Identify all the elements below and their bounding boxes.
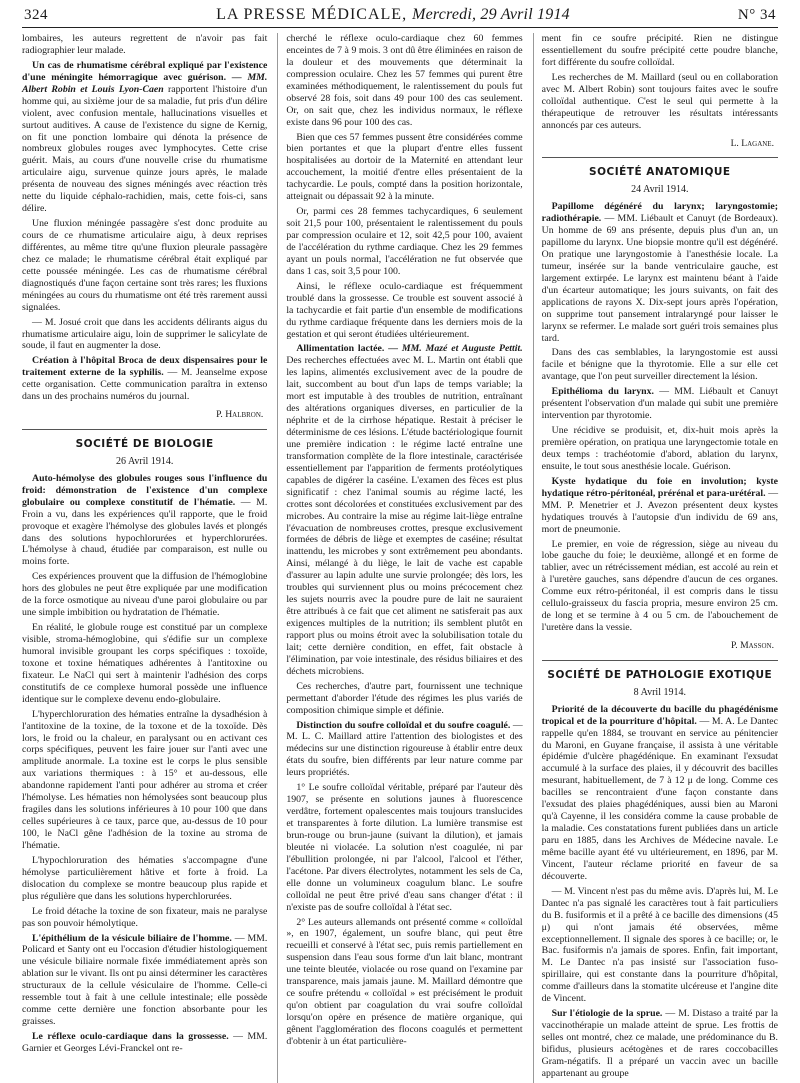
signature: L. Lagane. bbox=[730, 137, 774, 149]
article-text: — MM. Policard et Santy ont eu l'occasion d'étudier histologiquement une vésicule biliaire normale fixée immédiatement après son ablation sur le vivant. Ils ont pu ainsi déterminer les caractères structuraux de la cellule vésiculaire de l'homme. Celle-ci ressemble tout à fait à une cellule intestinale; elle possède comme cette dernière une fonction absorbante pour les graisses. bbox=[22, 932, 268, 1028]
issue-date: Mercredi, 29 Avril 1914 bbox=[412, 6, 570, 23]
paragraph: Le froid détache la toxine de son fixateur, mais ne paralyse pas son pouvoir hémolytique. bbox=[22, 905, 268, 929]
article-text: — MM. Liébault et Canuyt (de Bordeaux). Un homme de 69 ans présente, depuis plus d'un an, un papillome du larynx. Une biopsie montre qu'il est dégénéré. On pratique une laryngostomie à l'anesthésie locale. La tumeur, insérée sur la bande ventriculaire gauche, est largement extirpée. Le larynx est maintenu béant à l'aide d'un écarteur automatique; les jours suivants, on fait des applications de rayons X. Dix-sept jours après l'opération, on supprime tout pansement intralaryngé pour laisser le larynx se refermer. Le malade sort guéri trois semaines plus tard. bbox=[541, 213, 778, 344]
paragraph: Ces expériences prouvent que la diffusion de l'hémoglobine hors des globules ne peut être expliquée par une modification de la force osmotique au niveau d'une paroi globulaire ou par une simple imbibition ou hydratation de l'hématie. bbox=[22, 571, 268, 619]
paragraph: — M. Josué croit que dans les accidents délirants aigus du rhumatisme articulaire aigu, loin de supprimer le salicylate de soude, il faut en augmenter la dose. bbox=[22, 316, 268, 352]
article-text: — M. Froin a vu, dans les expériences qu'il rapporte, que le froid provoque et exagère l'hémolyse des globules lavés et plongés dans des solutions hypochlorurées et hyperchlorurées. L'hémolyse à chaud, étudiée par comparaison, est nulle ou moins forte. bbox=[22, 496, 268, 568]
section-divider bbox=[542, 660, 778, 661]
article-title: Le réflexe oculo-cardiaque dans la grossesse. bbox=[32, 1031, 229, 1043]
article-title: Auto-hémolyse des globules rouges sous l'influence du froid: démonstration de l'existence d'un complexe globulaire ou complexe constitutif de l'hématie. bbox=[22, 472, 268, 508]
journal-title bbox=[216, 6, 570, 24]
article-title: L'épithélium de la vésicule biliaire de l'homme. bbox=[32, 932, 232, 944]
article-text: — MM. P. Menetrier et J. Avezon présentent deux kystes hydatiques trouvés à l'autopsie d'un individu de 69 ans, mort de pneumonie. bbox=[541, 487, 778, 535]
article-hemolyse bbox=[22, 473, 267, 569]
signature: P. Halbron. bbox=[216, 409, 264, 421]
article-soufre bbox=[286, 720, 522, 780]
page-number: 324 bbox=[24, 7, 48, 23]
article-title: Epithélioma du larynx. bbox=[551, 386, 654, 398]
article-authors: — MM. Mazé et Auguste Pettit. bbox=[388, 343, 523, 355]
column-1 bbox=[22, 33, 267, 1083]
issue-number: N° 34 bbox=[737, 7, 776, 23]
paragraph: 1° Le soufre colloïdal véritable, préparé par l'auteur dès 1907, se présente en solutions jaunes à fluorescence verdâtre, fortement opalescentes mais toujours translucides et transparentes à forte dilution. La lumière transmise est brun-rouge ou brun-jaune (suivant la dilution), et jamais bleutée ni violacée. La solution n'est coagulée, ni par l'ébullition prolongée, ni par l'alcool, l'alcool et l'éther, l'acétone. Par divers électrolytes, notamment les sels de Ca, elle donne un volumineux coagulum blanc. Le soufre colloïdal ne peut être privé d'eau sans changer d'état : il n'existe pas de soufre colloïdal à l'état sec. bbox=[286, 782, 523, 913]
article-title: Distinction du soufre colloïdal et du soufre coagulé. bbox=[296, 719, 511, 731]
text-columns bbox=[22, 33, 778, 1079]
article-sprue bbox=[542, 1008, 778, 1080]
article-text: — M. L. C. Maillard attire l'attention des biologistes et des médecins sur une distinction rigoureuse à établir entre deux états du soufre, bien différents par leur nature comme par leurs propriétés. bbox=[286, 719, 523, 779]
article-text: Des recherches effectuées avec M. L. Martin ont établi que les lapins, alimentés exclusivement avec de la poudre de lait, succombent au bout d'un laps de temps variable; la mort est imputable à des troubles de nutrition, entraînant des altérations organiques diverses, en particulier de la néphrite et de la cirrhose hépatique. Restait à préciser le déterminisme de ces lésions. L'étude bactériologique fournit une première indication : le régime lacté entraîne une transformation complète de la flore intestinale, caractérisée essentiellement par l'apparition de ferments protéolytiques capables de digérer la caséine. L'examen des fèces est plus significatif : chez l'animal soumis au régime lacté, les crottes sont décolorées et constituées exclusivement par des microbes. Au contraire la mise au régime lait-liège entraîne l'évacuation de nombreuses crottes, presque exclusivement formées de débris de liège et exemptes de caséine; résultat inattendu, les microbes y sont extrêmement peu abondants. Ainsi, mélangé à du liège, le lait de vache est capable d'assurer au lapin adulte une survie prolongée; dès lors, les troubles qui surviennent plus ou moins précocement chez les sujets nourris avec la poudre pure de lait ne sauraient être attribués à ce fait que cet aliment ne satisferait pas aux exigences multiples de la nutrition; ils semblent plutôt en rapport plus ou moins étroit avec la solubilisation totale du lait; cette dernière condition, en effet, fait obstacle à l'élimination, par voie intestinale, des résidus biliaires et des déchets microbiens. bbox=[286, 355, 523, 677]
paragraph: ment fin ce soufre précipité. Rien ne distingue essentiellement du soufre précipité cette poudre blanche, fort différente du soufre colloïdal. bbox=[541, 33, 778, 68]
paragraph: — M. Vincent n'est pas du même avis. D'après lui, M. Le Dantec n'a pas signalé les caractères tout à fait particuliers du B. fusiformis et il a prêté à ce bacille des dimensions (45 μ) qui n'ont jamais été observées, même exceptionnellement. Il signale des spores à ce bacille; or, le Bac. fusiformis n'a jamais de spores. Enfin, fait important, M. Le Dantec n'a pas insisté sur l'association fuso-spirillaire, qui est constante dans la pourriture d'hôpital, comme d'ailleurs dans la stomatite ulcéreuse et l'angine dite de Vincent. bbox=[541, 885, 778, 1005]
article-title: Kyste hydatique du foie en involution; kyste hydatique rétro-péritonéal, prérénal et para-urétéral. bbox=[541, 475, 778, 499]
society-heading: SOCIÉTÉ ANATOMIQUE bbox=[589, 166, 731, 179]
section-divider bbox=[22, 429, 267, 430]
article-vesicule bbox=[22, 933, 267, 1029]
paragraph: lombaires, les auteurs regrettent de n'avoir pas fait radiographier leur malade. bbox=[22, 33, 268, 56]
column-3 bbox=[533, 33, 778, 1083]
article-alimentation bbox=[286, 343, 522, 677]
paragraph: Une récidive se produisit, et, dix-huit mois après la première opération, on pratiqua une laryngectomie totale en deux temps : trachéotomie d'abord, ablation du larynx, ensuite, le tout sous anesthésie locale. Guérison. bbox=[541, 425, 778, 472]
paragraph: Dans des cas semblables, la laryngostomie est aussi facile et bénigne que la thyrotomie. Elle a sur elle cet avantage, que l'on peut surveiller directement la lésion. bbox=[541, 347, 778, 383]
paragraph: Les recherches de M. Maillard (seul ou en collaboration avec M. Albert Robin) sont toujours faites avec le soufre colloïdal authentique. C'est le seul qui permette à la thérapeutique de retrouver les résultats intéressants annoncés par ces auteurs. bbox=[541, 71, 778, 131]
article-text: — MM. Liébault et Canuyt présentent l'observation d'un malade qui subit une première intervention par thyrotomie. bbox=[541, 386, 778, 422]
article-title: Un cas de rhumatisme cérébral expliqué par l'existence d'une méningite hémorragique avec guérison. bbox=[22, 59, 268, 83]
section-divider bbox=[542, 157, 778, 158]
column-2 bbox=[277, 33, 522, 1083]
journal-name: LA PRESSE MÉDICALE, bbox=[216, 6, 408, 23]
article-text: — M. Distaso a traité par la vaccinothérapie un malade atteint de sprue. Les frottis de selles ont montré, chez ce malade, une prédominance du B. bifidus, plusieurs acétogènes et de rares coccobacilles Gram-négatifs. Il a préparé un vaccin avec un bacille appartenant au groupe bbox=[541, 1008, 778, 1079]
session-date: 24 Avril 1914. bbox=[631, 184, 689, 196]
article-kyste bbox=[542, 476, 778, 536]
article-text: — M. A. Le Dantec rappelle qu'en 1884, se trouvant en service au pénitencier du Maroni, en Guyane française, il assista à une véritable épidémie d'ulcère phagédénique. En examinant l'exsudat accumulé à la surface des plaies, il y découvrit des bacilles mesurant, habituellement, de 7 à 12 μ de long. Comme ces bacilles se rencontraient d'une façon constante dans l'exsudat des plaies phagédéniques, aussi bien au Maroni qu'à Cayenne, il les considéra comme la cause probable de la maladie. Ces constatations furent publiées dans un article paru en 1885, dans les Archives de Médecine navale. Le même bacille ayant été vu ultérieurement, en 1896, par M. Vincent, l'auteur réclame priorité en faveur de sa découverte. bbox=[541, 715, 778, 882]
article-reflexe bbox=[22, 1031, 267, 1055]
paragraph: L'hyperchloruration des hématies entraîne la dysadhésion à l'antitoxine de la toxine, de la toxone et de la toxoïde. Dès lors, le froid ou la chaleur, en paralysant ou en activant ces corps spécifiques, peuvent les faire jouer sur l'anti avec une amplitude anormale. La toxine est le corps le plus sensible aux variations thermiques : à 15° et au-dessous, elle abandonne rapidement l'anti pour adhérer au stroma et créer l'hémolyse. Les hématies non hémolysées sont beaucoup plus fragiles dans les solutions inférieures à 10 pour 100 que dans celles supérieures à ce taux, parce que, au-dessus de 10 pour 100, le NaCl gêne l'adhésion de la toxine au stroma de l'hématie. bbox=[22, 708, 268, 851]
article-text: — M. Jeanselme expose cette organisation. Cette communication paraîtra in extenso dans un des prochains numéros du journal. bbox=[22, 367, 268, 403]
signature: P. Masson. bbox=[731, 640, 774, 652]
paragraph: 2° Les auteurs allemands ont présenté comme « colloïdal », en 1907, également, un soufre blanc, qui peut être recueilli et conservé à l'état sec, puis remis partiellement en suspension dans l'eau sous forme d'un lait blanc, montrant une teinte bleutée, violacée ou rose quand on l'examine par transparence, mais jamais jaune. M. Maillard démontre que ce soufre prétendu « colloïdal » est précisément le produit qu'on obtient par coagulation du vrai soufre colloïdal lorsqu'on opère en présence de matière organique, qui gênent l'agglomération des flocons coagulés et permettent d'obtenir à un état particulière- bbox=[286, 916, 523, 1047]
paragraph: cherché le réflexe oculo-cardiaque chez 60 femmes enceintes de 7 à 9 mois. 3 ont dû être éliminées en raison de la douleur et des mouvements que déterminait la compression oculaire. Chez les 57 femmes qui purent être examinées méthodiquement, le ralentissement du pouls fut observé 28 fois, soit dans 49 pour 100 des cas seulement. Or, on sait que, chez les individus normaux, le réflexe existe dans 96 pour 100 des cas. bbox=[286, 33, 523, 128]
paragraph: L'hypochloruration des hématies s'accompagne d'une hémolyse particulièrement hâtive et forte à froid. La dislocation du complexe se montre beaucoup plus rapide et plus régulière que dans les solutions hyperchlorurées. bbox=[22, 854, 268, 902]
article-phagedenisme bbox=[542, 704, 778, 883]
article-text: — MM. Garnier et Georges Lévi-Franckel ont re- bbox=[22, 1031, 268, 1054]
page-header bbox=[22, 6, 778, 28]
paragraph: Or, parmi ces 28 femmes tachycardiques, 6 seulement soit 21,5 pour 100, présentaient le ralentissement du pouls par compression oculaire et 12, soit 42,5 pour 100, avaient de l'accélération du rythme cardiaque. Chez les 29 femmes ayant un pouls normal, l'accélération ne fut observée que dans 1 cas, soit 3,5 pour 100. bbox=[286, 206, 523, 277]
article-epithelioma bbox=[542, 386, 778, 422]
article-broca bbox=[22, 355, 267, 403]
society-heading: SOCIÉTÉ DE BIOLOGIE bbox=[75, 437, 214, 450]
society-heading: SOCIÉTÉ DE PATHOLOGIE EXOTIQUE bbox=[547, 668, 773, 681]
session-date: 8 Avril 1914. bbox=[633, 686, 686, 698]
paragraph: Ces recherches, d'autre part, fournissent une technique permettant d'aborder l'étude des régimes les plus variés de composition chimique simple et définie. bbox=[286, 680, 523, 716]
article-text: rapportent l'histoire d'un homme qui, au sixième jour de sa maladie, fut pris d'un délire violent, avec confusion mentale, hallucinations visuelles et surtout auditives. A cause de l'existence du signe de Kernig, on fit une ponction lombaire qui dénota la présence de nombreux globules rouges avec lymphocytes. Cette crise guérit. Mais, au cours d'une nouvelle crise du rhumatisme articulaire aigu, survenue quinze jours après, le malade présenta de nouveau des signes méningés avec réaction très nette du liquide céphalo-rachidien, mais, cette fois-ci, sans délire. bbox=[22, 83, 268, 215]
article-title: Allimentation lactée. bbox=[296, 343, 385, 355]
article-papillome bbox=[542, 201, 778, 344]
paragraph: En réalité, le globule rouge est constitué par un complexe visible, stroma-hémoglobine, qui s'édifie sur un complexe humoral invisible groupant les corps spécifiques : toxoïde, toxone et toxine hématiques adhérentes à l'antitoxine ou fixateur. Le NaCl qui sert à maintenir l'adhésion des corps constitutifs de ce complexe humoral possède une influence identique sur le complexe devenu endo-globulaire. bbox=[22, 622, 268, 705]
paragraph: Ainsi, le réflexe oculo-cardiaque est fréquemment troublé dans la grossesse. Ce trouble est souvent associé à la tachycardie et fait partie d'un ensemble de modifications du rythme cardiaque fréquente dans les derniers mois de la gestation et qui seront étudiées ultérieurement. bbox=[286, 280, 523, 340]
article-title: Papillome dégénéré du larynx; laryngostomie; radiothérapie. bbox=[541, 201, 778, 225]
paragraph: Bien que ces 57 femmes pussent être considérées comme bien portantes et que la plupart d'entre elles fussent hospitalisées au dortoir de la Maternité en attendant leur accouchement, la moitié d'entre elles présentaient de la tachycardie. Le pouls, compté dans la position horizontale, atteignait ou dépassait 92 à la minute. bbox=[286, 131, 523, 203]
article-title: Sur l'étiologie de la sprue. bbox=[551, 1008, 663, 1020]
paragraph: Le premier, en voie de régression, siège au niveau du lobe gauche du foie; le deuxième, allongé et en forme de tablier, avec un rétrécissement médian, est accolé au rein et à l'uretère gauches, sans dépendre d'aucun de ces organes. Comme eux rétro-péritonéal, il est compris dans le tissu cellulo-graisseux du fascia propria, mesure environ 25 cm. de long et se termine à 4 ou 5 cm. de l'abouchement de l'uretère dans la vessie. bbox=[541, 538, 778, 634]
article-title: Priorité de la découverte du bacille du phagédénisme tropical et de la pourriture d'hôpital. bbox=[541, 703, 778, 727]
article-rhumatisme bbox=[22, 60, 267, 215]
paragraph: Une fluxion méningée passagère s'est donc produite au cours de ce rhumatisme articulaire aigu, à deux reprises différentes, au même titre qu'une fluxion pleurale passagère chez ce malade; le rhumatisme cérébral était expliqué par cette poussée méningée. Les cas de rhumatisme cérébral diagnostiqués d'une façon certaine sont très rares; les fluxions méningées au cours du rhumatisme ont été très rarement aussi signalées. bbox=[22, 218, 268, 313]
session-date: 26 Avril 1914. bbox=[116, 455, 174, 467]
article-title: Création à l'hôpital Broca de deux dispensaires pour le traitement externe de la syphilis. bbox=[22, 355, 268, 379]
article-authors: — MM. Albert Robin et Louis Lyon-Caen bbox=[22, 71, 268, 95]
